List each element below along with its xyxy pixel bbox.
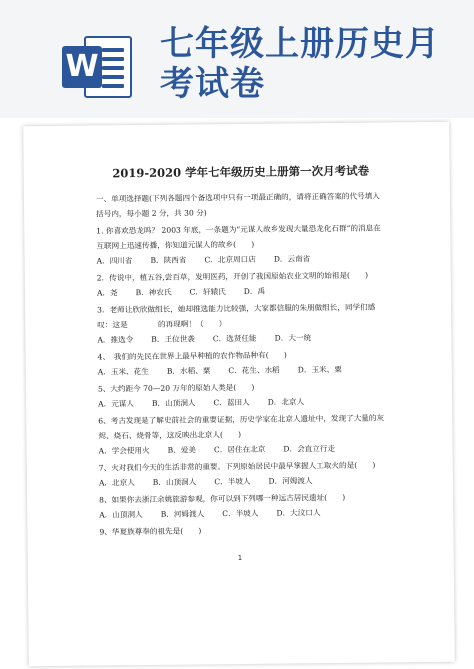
option: D．玉米、粟 [297, 364, 342, 375]
option: A．尧 [96, 288, 118, 298]
option: D．大一统 [274, 333, 312, 343]
option: A．推选令 [97, 335, 134, 345]
option: D．河姆渡人 [268, 476, 313, 486]
option: B．神农氏 [135, 287, 172, 298]
document-page [23, 122, 455, 666]
option: D．禹 [243, 286, 266, 296]
document-content [96, 162, 390, 539]
option: B．河姆渡人 [160, 509, 205, 519]
option: C．半坡人 [222, 508, 259, 519]
question-5-options [98, 393, 388, 411]
option: C．北京周口店 [204, 254, 256, 265]
question-9: 9、华夏族尊奉的祖先是( ) [99, 526, 202, 537]
question-2: 2．传说中，植五谷,尝百草，发明医药，开创了我国原始农业文明的始祖是( ) [96, 270, 369, 283]
question-6-options [99, 440, 389, 458]
question-1-options [97, 250, 387, 268]
option: B．山顶洞人 [151, 398, 196, 408]
option: A．四川省 [96, 256, 133, 266]
option: A．山顶洞人 [99, 510, 143, 520]
question-5: 5、大约距今 70—20 万年的原始人类是( ) [97, 382, 255, 394]
option: D．云南省 [273, 254, 311, 264]
option: B．陕西省 [150, 255, 187, 265]
document-title: 2019-2020 学年七年级历史上册第一次月考试卷 [112, 163, 370, 181]
option: A．学会使用火 [98, 445, 150, 456]
option: B．王位世袭 [151, 334, 195, 344]
question-2-options [97, 282, 387, 300]
option: D．会直立行走 [283, 443, 336, 454]
question-3-options [97, 329, 387, 347]
option: C．半坡人 [214, 476, 251, 487]
question-7: 7、火对我们今天的生活非常的重要。下列原始居民中最早掌握人工取火的是( ) [98, 460, 376, 473]
word-document-icon [62, 34, 134, 100]
question-4: 4、 我们的先民在世界上最早种植的农作物品种有( ) [97, 350, 287, 362]
option: B．山顶洞人 [152, 477, 197, 487]
option: B．水稻、粟 [166, 366, 211, 376]
option: A．元谋人 [98, 399, 135, 409]
question-3: 3．老师让欣欣做组长，她却推选能力比较强，大家都信服的朱朋做组长，同学们感叹：这是 的再现啊！（ ） [97, 302, 376, 330]
option: D．大汶口人 [276, 508, 321, 518]
banner [0, 0, 474, 118]
question-8: 8、如果你去浙江余姚旅游参观，你可以到下列哪一种远古居民遗址( ) [99, 492, 346, 505]
option: D．北京人 [267, 397, 305, 407]
section-heading: 一、单项选择题(下列各题四个备选项中只有一项最正确的，请将正确答案的代号填入括号内，每小题 2 分，共 30 分) [95, 191, 380, 219]
question-6: 6、考古发现是了解史前社会的重要证据，历史学家在北京人遗址中，发现了大量的灰烬、烧石、烧骨等，这反映出北京人( ) [98, 413, 385, 441]
question-7-options [99, 472, 389, 490]
option: A．北京人 [98, 478, 135, 488]
option: C．花生、水稻 [228, 365, 280, 376]
option: A．玉米、花生 [97, 366, 149, 377]
option: B．爱美 [167, 445, 197, 455]
question-1: 1. 你喜欢恐龙吗？ 2003 年底，一条题为“元谋人故乡发现大量恐龙化石群”的消息在互联网上迅速传播，你知道元谋人的故乡( ) [96, 223, 381, 251]
option: C．轩辕氏 [189, 287, 226, 297]
option: C．选贤任能 [212, 333, 257, 344]
option: C．蓝田人 [213, 397, 250, 408]
page-number: 1 [237, 553, 243, 563]
question-8-options [99, 504, 389, 522]
word-badge: W [62, 46, 102, 88]
option: C．居住在北京 [213, 444, 266, 455]
banner-title: 七年级上册历史月考试卷 [160, 24, 440, 104]
question-4-options [98, 361, 388, 379]
